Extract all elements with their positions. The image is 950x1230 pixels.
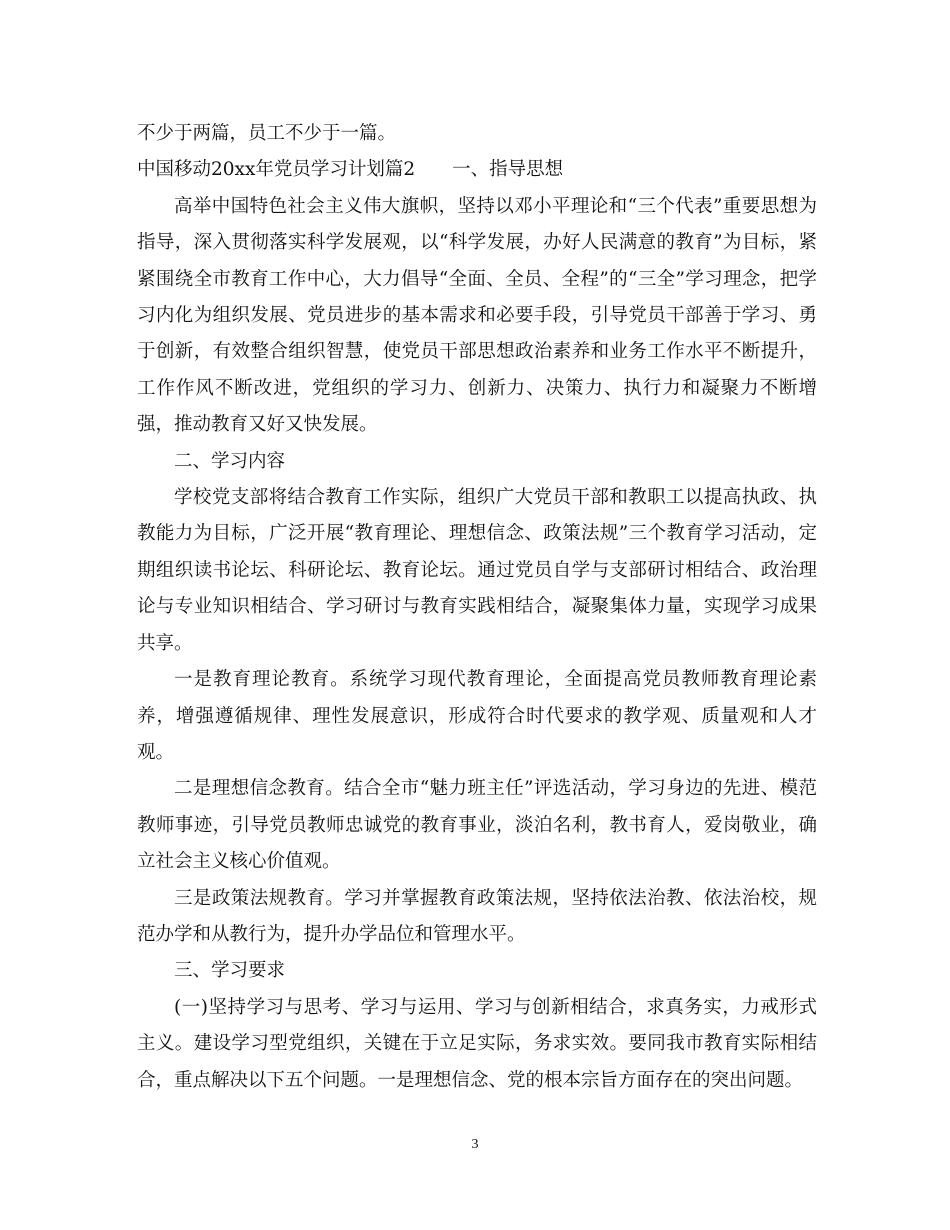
paragraph-requirement-1: (一)坚持学习与思考、学习与运用、学习与创新相结合，求真务实，力戒形式主义。建设学习型党组织，关键在于立足实际，务求实效。要同我市教育实际相结合，重点解决以下五个问题。一是理想信念、党的根本宗旨方面存在的突出问题。 <box>137 996 817 1091</box>
paragraph-study-content: 学校党支部将结合教育工作实际，组织广大党员干部和教职工以提高执政、执教能力为目标，广泛开展“教育理论、理想信念、政策法规”三个教育学习活动，定期组织读书论坛、科研论坛、教育论坛。通过党员自学与支部研讨相结合、政治理论与专业知识相结合、学习研讨与教育实践相结合，凝聚集体力量，实现学习成果共享。 <box>137 487 817 654</box>
page-number: 3 <box>471 1137 479 1152</box>
paragraph-guiding-thought: 高举中国特色社会主义伟大旗帜，坚持以邓小平理论和“三个代表”重要思想为指导，深入贯彻落实科学发展观，以“科学发展，办好人民满意的教育”为目标，紧紧围绕全市教育工作中心，大力倡导“全面、全员、全程”的“三全”学习理念，把学习内化为组织发展、党员进步的基本需求和必要手段，引导党员干部善于学习、勇于创新，有效整合组织智慧，使党员干部思想政治素养和业务工作水平不断提升，工作作风不断改进，党组织的学习力、创新力、决策力、执行力和凝聚力不断增强，推动教育又好又快发展。 <box>137 195 817 436</box>
document-body <box>137 116 817 1099</box>
paragraph-1: 不少于两篇，员工不少于一篇。 <box>137 123 397 144</box>
paragraph-education-theory: 一是教育理论教育。系统学习现代教育理论，全面提高党员教师教育理论素养，增强遵循规律、理性发展意识，形成符合时代要求的教学观、质量观和人才观。 <box>137 669 817 763</box>
paragraph-policy-regulation: 三是政策法规教育。学习并掌握教育政策法规，坚持依法治教、依法治校，规范办学和从教行为，提升办学品位和管理水平。 <box>137 887 817 945</box>
paragraph-ideals-belief: 二是理想信念教育。结合全市“魅力班主任”评选活动，学习身边的先进、模范教师事迹，引导党员教师忠诚党的教育事业，淡泊名利，教书育人，爱岗敬业，确立社会主义核心价值观。 <box>137 778 817 873</box>
section-title-line: 中国移动20xx年党员学习计划篇2 一、指导思想 <box>137 159 564 181</box>
heading-study-requirements: 三、学习要求 <box>174 960 286 982</box>
heading-study-content: 二、学习内容 <box>174 450 286 472</box>
